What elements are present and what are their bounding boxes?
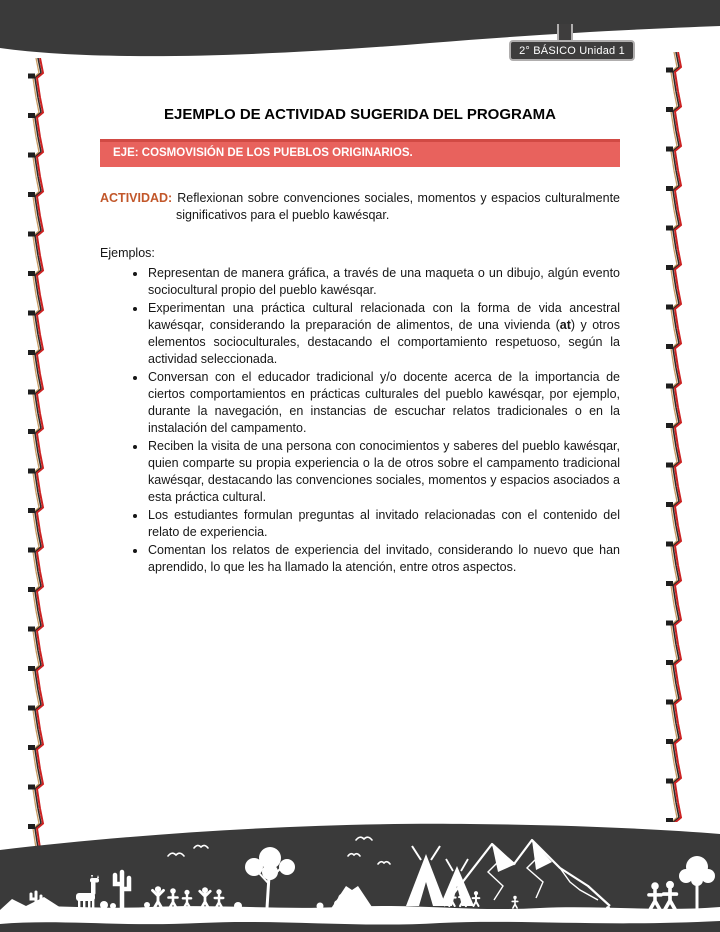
examples-list	[100, 265, 620, 576]
eje-banner: EJE: COSMOVISIÓN DE LOS PUEBLOS ORIGINARIOS.	[100, 139, 620, 167]
example-item	[147, 438, 620, 506]
activity-text: Reflexionan sobre convenciones sociales, momentos y espacios culturalmente significativos para el pueblo kawésqar.	[176, 191, 620, 222]
silhouette-band	[0, 820, 720, 932]
page-title: EJEMPLO DE ACTIVIDAD SUGERIDA DEL PROGRAMA	[164, 106, 556, 123]
example-item-bold: at	[559, 318, 571, 332]
example-item	[147, 300, 620, 368]
example-item	[147, 507, 620, 541]
activity-paragraph	[100, 190, 620, 224]
zigzag-border-right	[663, 52, 689, 822]
example-item	[147, 265, 620, 299]
example-item-text: Comentan los relatos de experiencia del invitado, considerando lo nuevo que han aprendido, lo que les ha llamado la atención, entre otros aspectos.	[148, 543, 620, 574]
example-item-text: Representan de manera gráfica, a través de una maqueta o un dibujo, algún evento sociocultural propio del pueblo kawésqar.	[148, 266, 620, 297]
example-item-text: Reciben la visita de una persona con conocimientos y saberes del pueblo kawésqar, quien comparte su propia experiencia o la de otros sobre el campamento tradicional kawésqar, destacando las convenciones sociales, momentos y espacios asociados a esta práctica cultural.	[148, 439, 620, 504]
zigzag-border-left	[25, 58, 51, 848]
examples-heading: Ejemplos:	[100, 246, 155, 260]
example-item	[147, 542, 620, 576]
example-item-text: Experimentan una práctica cultural relacionada con la forma de vida ancestral kawésqar, considerando la preparación de alimentos, de una vivienda (	[148, 301, 620, 332]
unit-badge: 2° BÁSICO Unidad 1	[509, 40, 635, 61]
document-content	[100, 106, 620, 577]
example-item	[147, 369, 620, 437]
example-item-text: ) y otros elementos socioculturales, destacando el comportamiento respetuoso, según la actividad seleccionada.	[148, 318, 620, 366]
example-item-text: Conversan con el educador tradicional y/o docente acerca de la importancia de ciertos comportamientos en prácticas culturales del pueblo kawésqar, por ejemplo, durante la navegación, en instancias de escuchar relatos tradicionales o en la instalación del campamento.	[148, 370, 620, 435]
activity-label: ACTIVIDAD:	[100, 191, 173, 205]
example-item-text: Los estudiantes formulan preguntas al invitado relacionadas con el contenido del relato de experiencia.	[148, 508, 620, 539]
